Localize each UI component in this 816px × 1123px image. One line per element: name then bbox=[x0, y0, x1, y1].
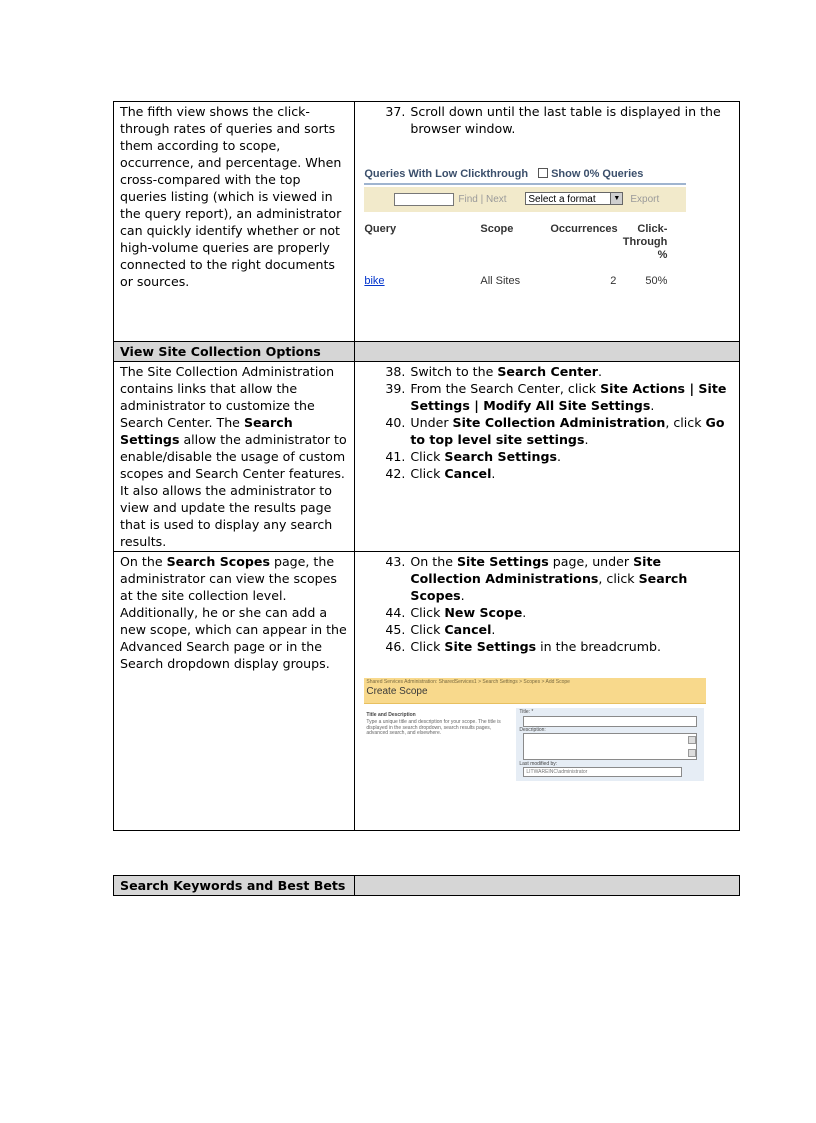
breadcrumb: Shared Services Administration: SharedServices1 > Search Settings > Scopes > Add Scope bbox=[366, 679, 570, 685]
section-header-row bbox=[114, 876, 740, 896]
table-row bbox=[114, 362, 740, 552]
description-input bbox=[523, 733, 697, 760]
checkbox-icon bbox=[538, 168, 548, 178]
steps-list bbox=[361, 553, 733, 655]
step-42: 42. Click Cancel. bbox=[385, 466, 496, 481]
step-38: 38. Switch to the Search Center. bbox=[385, 364, 603, 379]
section-title: View Site Collection Options bbox=[114, 342, 355, 362]
last-modified-field: LITWAREINC\administrator bbox=[523, 767, 682, 777]
steps-table bbox=[113, 101, 740, 831]
description-cell: On the Search Scopes page, the administrator can view the scopes at the site collection level. Additionally, he or she can add a new scope, which can appear in the Advanced Search page or in the Search dropdown display groups. bbox=[114, 552, 355, 831]
queries-title: Queries With Low Clickthrough Show 0% Queries bbox=[364, 168, 686, 185]
scroll-up-icon bbox=[688, 736, 696, 744]
description-cell bbox=[114, 102, 355, 342]
create-scope-screenshot bbox=[364, 678, 706, 784]
export-link: Export bbox=[630, 194, 660, 205]
steps-list bbox=[361, 363, 733, 482]
section-description: Type a unique title and description for your scope. The title is displayed in the search dropdown, search results pages, advanced search, and elsewhere. bbox=[366, 719, 501, 736]
format-select: Select a format ▼ bbox=[525, 192, 623, 205]
steps-cell bbox=[355, 362, 740, 552]
step-40: 40. Under Site Collection Administration, click Go to top level site settings. bbox=[385, 415, 725, 447]
dropdown-arrow-icon: ▼ bbox=[610, 193, 622, 204]
description-text: The fifth view shows the click-through rates of queries and sorts them according to scope, occurrence, and percentage. When cross-compared with the top queries listing (which is viewed in the query report), an administrator can quickly identify whether or not high-volume queries are properly connected to the right documents or sources. bbox=[120, 104, 342, 289]
section-title: Search Keywords and Best Bets bbox=[114, 876, 355, 896]
scroll-down-icon bbox=[688, 749, 696, 757]
form-panel: Title: * Description: Last modified by: LITWAREINC\administrator bbox=[516, 708, 704, 781]
query-link: bike bbox=[364, 275, 385, 287]
step-45: 45. Click Cancel. bbox=[385, 622, 496, 637]
step-43: 43. On the Site Settings page, under Site Collection Administrations, click Search Scopes. bbox=[385, 554, 688, 603]
section-table bbox=[113, 875, 740, 896]
steps-cell bbox=[355, 102, 740, 342]
create-scope-header bbox=[364, 678, 706, 704]
step-39: 39. From the Search Center, click Site Actions | Site Settings | Modify All Site Settings. bbox=[385, 381, 727, 413]
queries-screenshot: Queries With Low Clickthrough Show 0% Queries Find | Next Select a format ▼ Export Query Scope Occurrences Click- Through % bike All Sites 2 50% bbox=[364, 168, 686, 296]
title-input bbox=[523, 716, 697, 727]
steps-cell bbox=[355, 552, 740, 831]
table-row bbox=[114, 552, 740, 831]
step-37: 37. Scroll down until the last table is displayed in the browser window. bbox=[385, 104, 721, 136]
description-cell: The Site Collection Administration contains links that allow the administrator to customize the Search Center. The Search Settings allow the administrator to enable/disable the usage of custom scopes and Search Center features. It also allows the administrator to view and update the results page that is used to display any search results. bbox=[114, 362, 355, 552]
section-label: Title and Description bbox=[366, 712, 416, 718]
step-41: 41. Click Search Settings. bbox=[385, 449, 561, 464]
find-input bbox=[394, 193, 454, 206]
query-toolbar: Find | Next Select a format ▼ Export bbox=[364, 187, 686, 212]
step-46: 46. Click Site Settings in the breadcrumb. bbox=[385, 639, 662, 654]
section-header-row bbox=[114, 342, 740, 362]
step-44: 44. Click New Scope. bbox=[385, 605, 527, 620]
steps-list bbox=[361, 103, 733, 137]
table-row bbox=[114, 102, 740, 342]
page-title: Create Scope bbox=[366, 686, 428, 697]
